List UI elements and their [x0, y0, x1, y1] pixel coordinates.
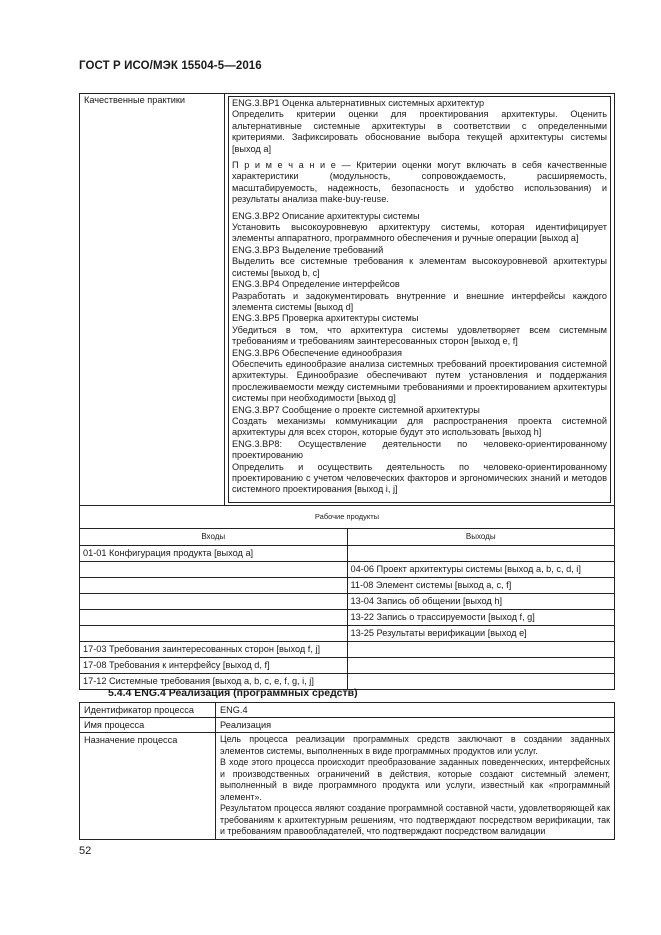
input-cell: 17-08 Требования к интерфейсу [выход d, f]	[80, 658, 348, 674]
output-cell	[347, 658, 615, 674]
table-row	[80, 610, 615, 626]
bp7-title: ENG.3.BP7 Сообщение о проекте системной архитектуры	[232, 404, 480, 415]
output-cell: 13-04 Запись об общении [выход h]	[347, 594, 615, 610]
bp1-text: Определить критерии оценки для проектирования архитектуры. Оценить альтернативные системные архитектуры в соответствии с определенными критериями. Зафиксировать обоснование выбора текущей архитектуры системы [выход a]	[232, 109, 607, 154]
bp8-text: Определить и осуществить деятельность по человеко-ориентированному проектированию с учетом человеческих факторов и эргономических знаний и методов системного проектирования [выход i, j]	[232, 461, 607, 495]
bp7-text: Создать механизмы коммуникации для распространения проекта системной архитектуры для всех сторон, которые будут это использовать [выход h]	[232, 415, 607, 438]
work-products-table	[79, 505, 615, 690]
input-cell	[80, 578, 348, 594]
note-text: П р и м е ч а н и е — Критерии оценки могут включать в себя качественные характеристики (модульность, сопровождаемость, расширяемость, масштабируемость, надежность, безопасность и удобство использования) и результаты анализа make-buy-reuse.	[232, 160, 607, 205]
purpose-paragraph: В ходе этого процесса происходит преобразование заданных поведенческих, интерфейсных и производственных ограничений в действия, которые создают системный элемент, выполненный в виде программного продукта или услуги, известный как «программный элемент».	[220, 757, 610, 802]
process-table	[79, 702, 615, 840]
output-cell: 11-08 Элемент системы [выход a, c, f]	[347, 578, 615, 594]
practices-content	[225, 94, 615, 506]
input-cell	[80, 626, 348, 642]
output-cell: 13-25 Результаты верификации [выход e]	[347, 626, 615, 642]
bp2-text: Установить высокоуровневую архитектуру системы, которая идентифицирует элементы аппаратного, программного обеспечения и ручные операции [выход a]	[232, 222, 607, 244]
input-cell	[80, 594, 348, 610]
process-purpose-label: Назначение процесса	[80, 733, 216, 840]
input-cell: 01-01 Конфигурация продукта [выход a]	[80, 546, 348, 562]
bp6-text: Обеспечить единообразие анализа системных требований проектирования системной архитектуры. Единообразие обеспечивают путем установления и поддержания прослеживаемости между системными требованиями и проектированием архитектуры системы при необходимости [выход g]	[232, 358, 607, 404]
process-id-value: ENG.4	[216, 703, 615, 718]
table-row	[80, 658, 615, 674]
table-row	[80, 642, 615, 658]
inputs-header: Входы	[80, 529, 348, 546]
process-id-label: Идентификатор процесса	[80, 703, 216, 718]
bp1-title: ENG.3.BP1 Оценка альтернативных системных архитектур	[232, 98, 485, 108]
input-cell: 17-12 Системные требования [выход a, b, c, e, f, g, i, j]	[80, 674, 348, 690]
bp2-title: ENG.3.BP2 Описание архитектуры системы	[232, 210, 420, 221]
bp5-title: ENG.3.BP5 Проверка архитектуры системы	[232, 313, 419, 324]
table-row	[80, 594, 615, 610]
bp6-title: ENG.3.BP6 Обеспечение единообразия	[232, 347, 402, 358]
input-cell	[80, 610, 348, 626]
bp3-title: ENG.3.BP3 Выделение требований	[232, 244, 384, 255]
practices-table	[79, 93, 615, 506]
bp3-text: Выделить все системные требования к элементам высокоуровневой архитектуры системы [выход b, c]	[232, 256, 607, 278]
bp8-title: ENG.3.BP8: Осуществление деятельности по человеко-ориентированному проектированию	[232, 438, 607, 461]
bp4-title: ENG.3.BP4 Определение интерфейсов	[232, 279, 400, 290]
input-cell	[80, 562, 348, 578]
table-row	[80, 562, 615, 578]
output-cell	[347, 674, 615, 690]
document-header: ГОСТ Р ИСО/МЭК 15504-5—2016	[79, 60, 262, 72]
output-cell	[347, 546, 615, 562]
section-heading: 5.4.4 ENG.4 Реализация (программных средств)	[108, 687, 358, 699]
input-cell: 17-03 Требования заинтересованных сторон [выход f, j]	[80, 642, 348, 658]
process-purpose-value	[216, 733, 615, 840]
practices-inner-box	[228, 96, 611, 503]
bp4-text: Разработать и задокументировать внутренние и внешние интерфейсы каждого элемента системы [выход d]	[232, 290, 607, 312]
work-products-title: Рабочие продукты	[80, 506, 615, 529]
table-row	[80, 626, 615, 642]
output-cell	[347, 642, 615, 658]
table-row	[80, 578, 615, 594]
outputs-header: Выходы	[347, 529, 615, 546]
output-cell: 04-06 Проект архитектуры системы [выход a, b, c, d, i]	[347, 562, 615, 578]
bp5-text: Убедиться в том, что архитектура системы удовлетворяет всем системным требованиям и требованиям заинтересованных сторон [выход e, f]	[232, 324, 607, 347]
practices-label: Качественные практики	[80, 94, 225, 506]
purpose-paragraph: Цель процесса реализации программных средств заключают в создании заданных элементов системы, выполненных в виде программных продуктов или услуг.	[220, 734, 610, 756]
table-row	[80, 546, 615, 562]
process-name-value: Реализация	[216, 718, 615, 733]
purpose-paragraph: Результатом процесса являют создание программной составной части, удовлетворяющей как требованиям к архитектурным решениям, что подтверждают посредством верификации, так и требованиям правообладателей, что подтверждают посредством валидации	[220, 803, 610, 836]
process-name-label: Имя процесса	[80, 718, 216, 733]
page-number: 52	[79, 845, 92, 857]
output-cell: 13-22 Запись о трассируемости [выход f, g]	[347, 610, 615, 626]
